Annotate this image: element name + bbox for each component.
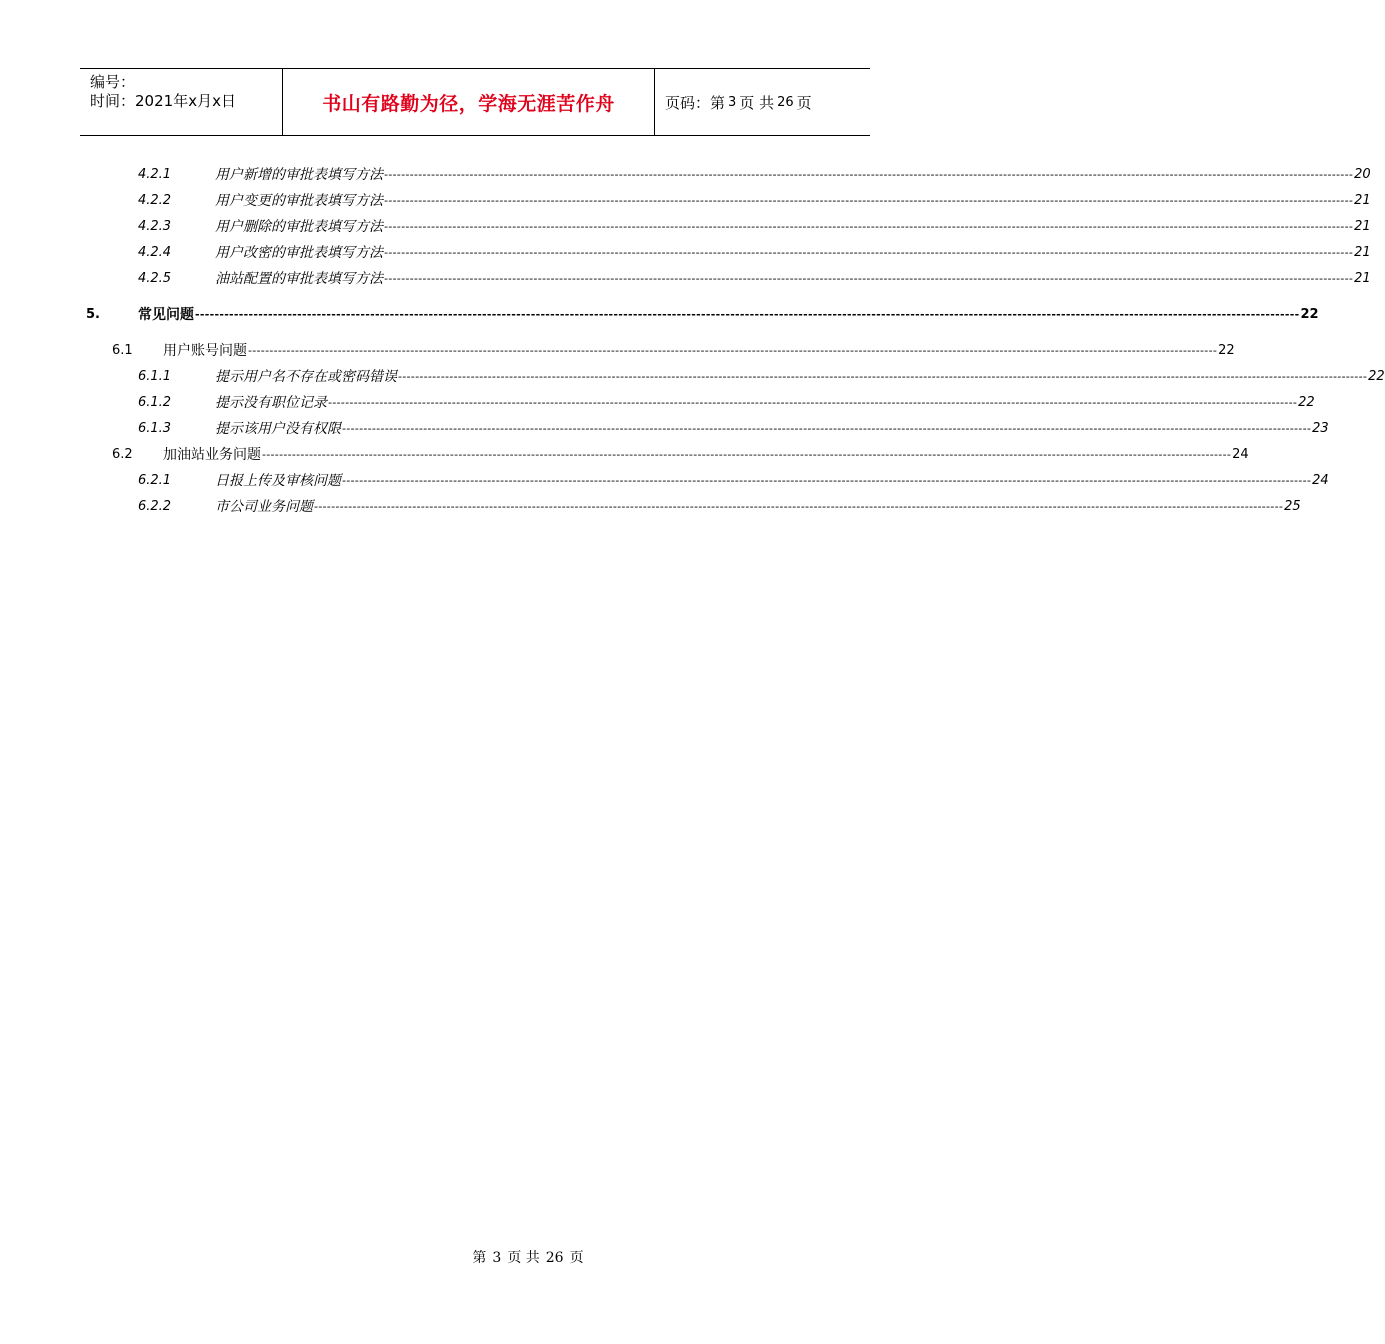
toc-entry[interactable] bbox=[138, 189, 1371, 209]
toc-entry-page: 20 bbox=[1354, 167, 1371, 182]
toc-entry-number: 4.2.2 bbox=[138, 193, 172, 208]
toc-entry[interactable] bbox=[138, 495, 1301, 515]
toc-entry-number: 5. bbox=[86, 307, 100, 322]
toc-entry-number: 6.2.2 bbox=[138, 499, 172, 514]
toc-entry-page: 21 bbox=[1354, 219, 1371, 234]
toc-entry[interactable] bbox=[138, 417, 1329, 437]
toc-entry-title: 油站配置的审批表填写方法 bbox=[215, 271, 383, 287]
toc-entry-title: 用户改密的审批表填写方法 bbox=[215, 245, 383, 261]
toc-entry-title: 提示用户名不存在或密码错误 bbox=[215, 369, 397, 385]
doc-number-label: 编号： bbox=[90, 73, 136, 91]
toc-entry-leader: ----------------------------------------------------------------------------------------------------------------------------------------------------------------------------------------------------------------------------------- bbox=[248, 344, 1218, 357]
toc-entry-number: 6.1.2 bbox=[138, 395, 172, 410]
toc-entry-page: 24 bbox=[1312, 473, 1329, 488]
header-motto: 书山有路勤为径，学海无涯苦作舟 bbox=[282, 69, 655, 135]
page-total: 26 bbox=[777, 94, 794, 110]
toc-entry-number: 6.2 bbox=[112, 447, 133, 462]
toc-entry-number: 4.2.5 bbox=[138, 271, 172, 286]
toc-entry-number: 6.2.1 bbox=[138, 473, 172, 488]
toc-entry-leader: ----------------------------------------------------------------------------------------------------------------------------------------------------------------------------------------------------------------------------------- bbox=[384, 168, 1354, 181]
toc-entry[interactable] bbox=[138, 215, 1371, 235]
toc-entry-number: 4.2.4 bbox=[138, 245, 172, 260]
page-footer bbox=[0, 1247, 950, 1267]
toc-entry-page: 22 bbox=[1218, 343, 1235, 358]
toc-entry-number: 6.1 bbox=[112, 343, 133, 358]
header-time bbox=[90, 92, 282, 111]
toc-entry-title: 用户账号问题 bbox=[163, 343, 247, 359]
toc-entry-page: 21 bbox=[1354, 271, 1371, 286]
page-suffix: 页 bbox=[796, 93, 812, 112]
toc-entry-title: 市公司业务问题 bbox=[215, 499, 313, 515]
toc-entry-title: 提示没有职位记录 bbox=[215, 395, 327, 411]
toc-entry-page: 22 bbox=[1368, 369, 1385, 384]
time-value: 2021年x月x日 bbox=[135, 92, 236, 110]
toc-entry[interactable] bbox=[112, 443, 1249, 463]
page-current: 3 bbox=[728, 94, 737, 110]
toc-entry-number: 4.2.1 bbox=[138, 167, 172, 182]
toc-entry-page: 23 bbox=[1312, 421, 1329, 436]
toc-entry-leader: ----------------------------------------------------------------------------------------------------------------------------------------------------------------------------------------------------------------------------------- bbox=[384, 220, 1354, 233]
toc-entry-title: 日报上传及审核问题 bbox=[215, 473, 341, 489]
header-meta bbox=[80, 69, 282, 135]
toc-entry-page: 24 bbox=[1232, 447, 1249, 462]
toc-entry[interactable] bbox=[138, 267, 1371, 287]
time-label: 时间： bbox=[90, 92, 136, 110]
toc-entry-title: 常见问题 bbox=[138, 307, 194, 323]
footer-prefix: 第 bbox=[472, 1250, 487, 1266]
toc-entry-leader: ----------------------------------------------------------------------------------------------------------------------------------------------------------------------------------------------------------------------------------- bbox=[342, 474, 1312, 487]
footer-current: 3 bbox=[492, 1250, 502, 1266]
toc-entry-leader: ----------------------------------------------------------------------------------------------------------------------------------------------------------------------------------------------------------------------------------- bbox=[195, 308, 1300, 321]
page-header bbox=[80, 68, 870, 136]
toc-entry-page: 25 bbox=[1284, 499, 1301, 514]
toc-entry[interactable] bbox=[138, 391, 1315, 411]
toc-entry-leader: ----------------------------------------------------------------------------------------------------------------------------------------------------------------------------------------------------------------------------------- bbox=[328, 396, 1298, 409]
toc-entry[interactable] bbox=[112, 339, 1235, 359]
footer-suffix: 页 bbox=[569, 1250, 584, 1266]
toc-entry-page: 22 bbox=[1300, 307, 1319, 322]
toc-entry-title: 加油站业务问题 bbox=[163, 447, 261, 463]
page-label: 页码：第 bbox=[665, 93, 726, 112]
toc-entry[interactable] bbox=[86, 303, 1319, 323]
toc-entry-page: 21 bbox=[1354, 193, 1371, 208]
toc-entry-title: 用户新增的审批表填写方法 bbox=[215, 167, 383, 183]
toc-entry[interactable] bbox=[138, 163, 1371, 183]
toc-entry-title: 用户变更的审批表填写方法 bbox=[215, 193, 383, 209]
footer-total: 26 bbox=[545, 1250, 564, 1266]
toc-entry-number: 6.1.1 bbox=[138, 369, 172, 384]
toc-entry-page: 21 bbox=[1354, 245, 1371, 260]
toc-entry-number: 6.1.3 bbox=[138, 421, 172, 436]
toc-entry-leader: ----------------------------------------------------------------------------------------------------------------------------------------------------------------------------------------------------------------------------------- bbox=[384, 272, 1354, 285]
toc-entry-number: 4.2.3 bbox=[138, 219, 172, 234]
toc-entry-leader: ----------------------------------------------------------------------------------------------------------------------------------------------------------------------------------------------------------------------------------- bbox=[262, 448, 1232, 461]
toc-entry-title: 用户删除的审批表填写方法 bbox=[215, 219, 383, 235]
page-mid: 页 共 bbox=[739, 93, 775, 112]
toc-entry-leader: ----------------------------------------------------------------------------------------------------------------------------------------------------------------------------------------------------------------------------------- bbox=[384, 194, 1354, 207]
footer-mid: 页 共 bbox=[507, 1250, 540, 1266]
header-page-info bbox=[655, 69, 870, 135]
toc-entry-title: 提示该用户没有权限 bbox=[215, 421, 341, 437]
toc-entry-leader: ----------------------------------------------------------------------------------------------------------------------------------------------------------------------------------------------------------------------------------- bbox=[342, 422, 1312, 435]
toc-entry-page: 22 bbox=[1298, 395, 1315, 410]
toc-entry[interactable] bbox=[138, 241, 1371, 261]
toc-entry-leader: ----------------------------------------------------------------------------------------------------------------------------------------------------------------------------------------------------------------------------------- bbox=[384, 246, 1354, 259]
toc-entry-leader: ----------------------------------------------------------------------------------------------------------------------------------------------------------------------------------------------------------------------------------- bbox=[314, 500, 1284, 513]
toc-entry[interactable] bbox=[138, 469, 1329, 489]
toc-entry[interactable] bbox=[138, 365, 1385, 385]
toc-entry-leader: ----------------------------------------------------------------------------------------------------------------------------------------------------------------------------------------------------------------------------------- bbox=[398, 370, 1368, 383]
